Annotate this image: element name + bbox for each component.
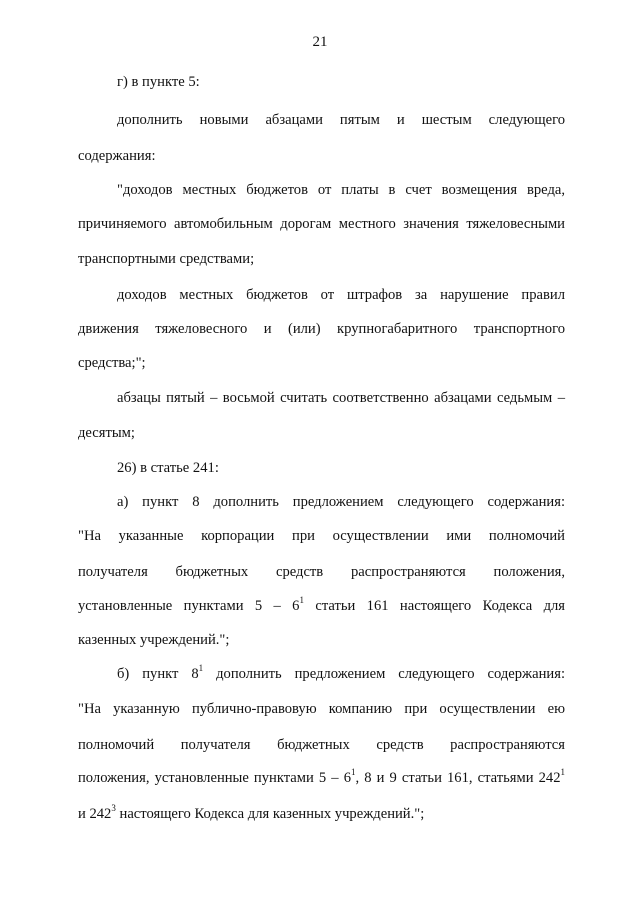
text-line: "доходов местных бюджетов от платы в счет возмещения вреда,	[117, 182, 565, 198]
text-line: "На указанные корпорации при осуществлении ими полномочий	[78, 528, 565, 544]
text-line: г) в пункте 5:	[117, 74, 200, 90]
text-line: получателя бюджетных средств распространяются положения,	[78, 564, 565, 580]
line-part: настоящего Кодекса для казенных учреждений.";	[115, 806, 425, 822]
superscript: 1	[299, 595, 304, 606]
line-part: положения, установленные пунктами 5 – 6	[78, 770, 351, 786]
text-line	[78, 805, 565, 823]
text-line: транспортными средствами;	[78, 251, 255, 267]
text-line: десятым;	[78, 425, 135, 441]
text-line	[78, 769, 565, 787]
text-line: а) пункт 8 дополнить предложением следующего содержания:	[117, 494, 565, 510]
text-line	[117, 665, 565, 683]
text-line	[78, 597, 565, 615]
superscript: 1	[198, 663, 204, 674]
text-line: полномочий получателя бюджетных средств распространяются	[78, 737, 565, 753]
text-line: движения тяжеловесного и (или) крупногабаритного транспортного	[78, 321, 565, 337]
superscript: 3	[111, 803, 116, 814]
text-line: "На указанную публично-правовую компанию при осуществлении ею	[78, 701, 565, 717]
superscript: 1	[560, 767, 566, 778]
line-part: установленные пунктами 5 – 6	[78, 598, 300, 614]
text-line: содержания:	[78, 148, 156, 164]
text-line: дополнить новыми абзацами пятым и шестым следующего	[117, 112, 565, 128]
text-line: казенных учреждений.";	[78, 632, 230, 648]
line-part: дополнить предложением следующего содержания:	[203, 666, 566, 682]
page-number: 21	[312, 34, 328, 50]
text-line: средства;";	[78, 355, 146, 371]
text-line: доходов местных бюджетов от штрафов за нарушение правил	[117, 287, 565, 303]
text-line: причиняемого автомобильным дорогам местного значения тяжеловесными	[78, 216, 565, 232]
line-part: , 8 и 9 статьи 161, статьями 242	[355, 770, 561, 786]
superscript: 1	[351, 767, 356, 778]
line-part: б) пункт 8	[117, 666, 199, 682]
text-line: 26) в статье 241:	[117, 460, 219, 476]
line-part: и 242	[78, 806, 112, 822]
line-part: статьи 161 настоящего Кодекса для	[303, 598, 565, 614]
text-line: абзацы пятый – восьмой считать соответственно абзацами седьмым –	[117, 390, 565, 406]
